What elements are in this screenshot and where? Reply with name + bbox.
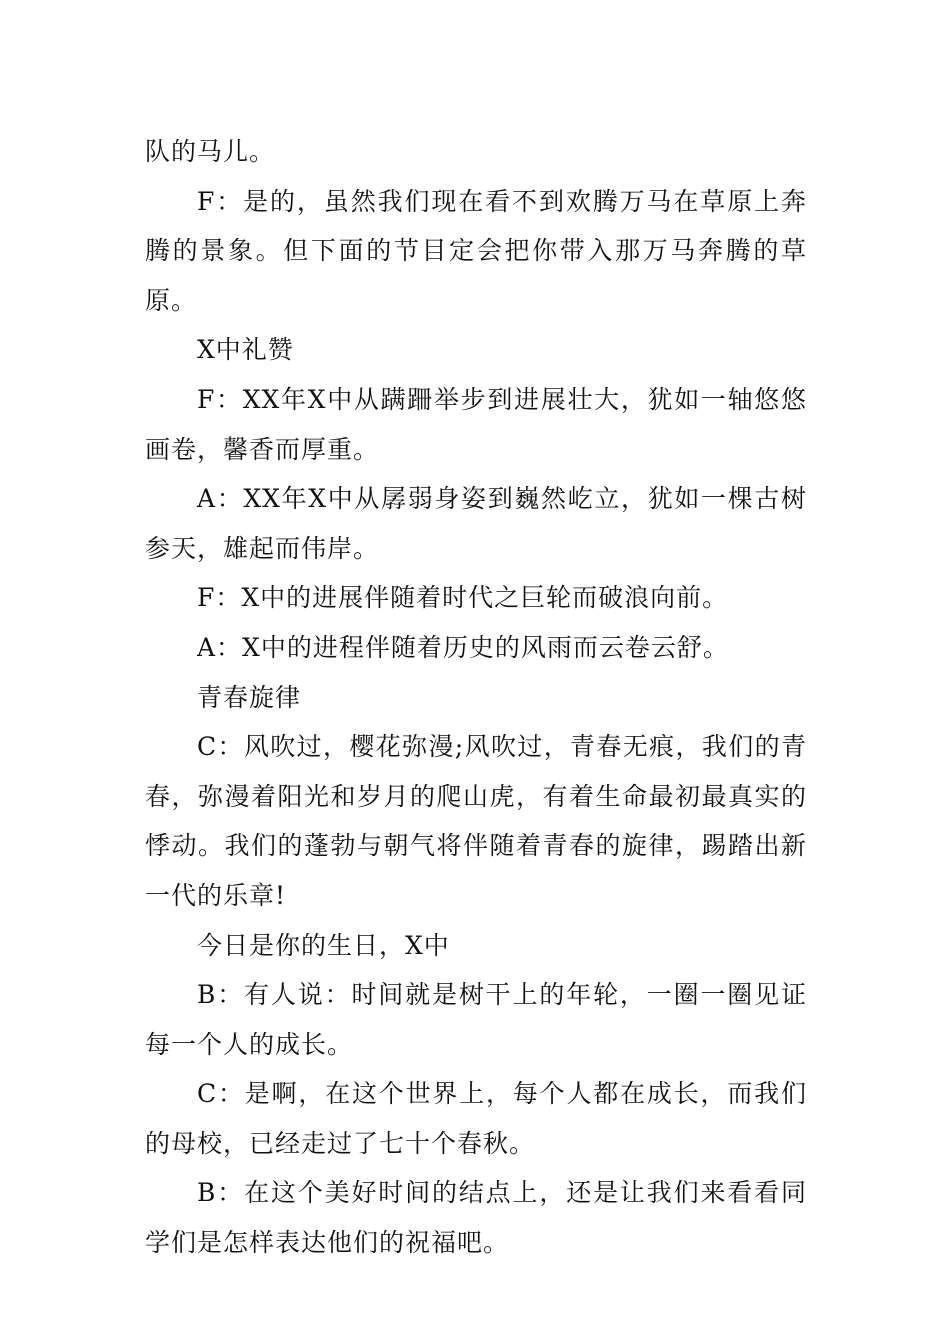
paragraph-dialogue: B：在这个美好时间的结点上，还是让我们来看看同学们是怎样表达他们的祝福吧。 [145, 1178, 807, 1258]
paragraph-dialogue: A：X中的进程伴随着历史的风雨而云卷云舒。 [197, 632, 729, 662]
paragraph-dialogue: F：XX年X中从蹒跚举步到进展壮大，犹如一轴悠悠画卷，馨香而厚重。 [145, 384, 807, 464]
section-heading: X中礼赞 [197, 335, 294, 365]
section-heading: 今日是你的生日，X中 [197, 930, 450, 960]
document-body [145, 127, 807, 1268]
paragraph-dialogue: C：风吹过，樱花弥漫;风吹过，青春无痕，我们的青春，弥漫着阳光和岁月的爬山虎，有着生命最初最真实的悸动。我们的蓬勃与朝气将伴随着青春的旋律，踢踏出新一代的乐章! [145, 732, 807, 910]
paragraph-dialogue: C：是啊，在这个世界上，每个人都在成长，而我们的母校，已经走过了七十个春秋。 [145, 1079, 807, 1158]
paragraph-dialogue: A：XX年X中从孱弱身姿到巍然屹立，犹如一棵古树参天，雄起而伟岸。 [145, 484, 807, 563]
paragraph-dialogue: F：X中的进展伴随着时代之巨轮而破浪向前。 [197, 583, 729, 613]
paragraph-dialogue: F：是的，虽然我们现在看不到欢腾万马在草原上奔腾的景象。但下面的节目定会把你带入那万马奔腾的草原。 [145, 186, 807, 315]
paragraph-dialogue: B：有人说：时间就是树干上的年轮，一圈一圈见证每一个人的成长。 [145, 980, 807, 1059]
section-heading: 青春旋律 [197, 682, 302, 712]
paragraph-continuation: 队的马儿。 [145, 137, 276, 166]
